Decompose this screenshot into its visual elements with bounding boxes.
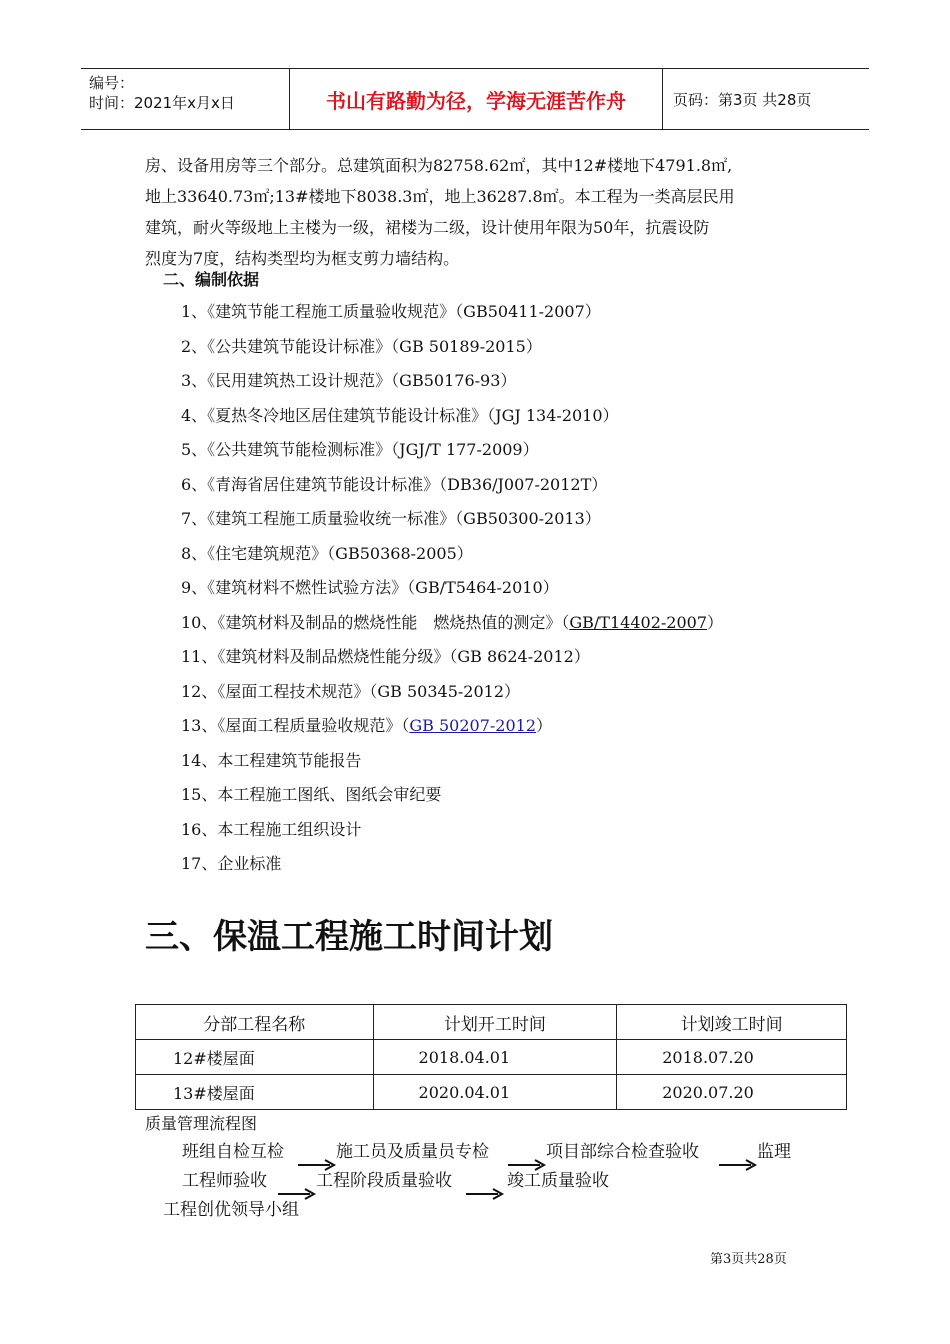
- table-header-cell: 计划竣工时间: [617, 1005, 847, 1040]
- reference-list: [181, 298, 723, 885]
- reference-item: [181, 712, 723, 747]
- table-header-row: [136, 1005, 847, 1040]
- document-date: 时间：2021年x月x日: [89, 94, 235, 112]
- reference-text: 13、《屋面工程质量验收规范》（: [181, 716, 410, 735]
- table-cell: 2018.04.01: [373, 1040, 617, 1075]
- reference-text: ）: [536, 716, 553, 735]
- paragraph-line: 地上33640.73㎡;13#楼地下8038.3㎡，地上36287.8㎡。本工程为一类高层民用: [145, 187, 735, 206]
- paragraph-line: 房、设备用房等三个部分。总建筑面积为82758.62㎡，其中12#楼地下4791.8㎡,: [145, 156, 733, 175]
- reference-item: 9、《建筑材料不燃性试验方法》（GB/T5464-2010）: [181, 578, 559, 597]
- reference-item: 3、《民用建筑热工设计规范》（GB50176-93）: [181, 371, 517, 390]
- schedule-table: [135, 1004, 847, 1110]
- document-number-label: 编号：: [89, 74, 135, 92]
- flow-step: 监理: [757, 1142, 791, 1162]
- paragraph-line: 烈度为7度，结构类型均为框支剪力墙结构。: [145, 249, 460, 268]
- table-row: [136, 1075, 847, 1110]
- reference-item: [181, 609, 723, 644]
- reference-item: 6、《青海省居住建筑节能设计标准》（DB36/J007-2012T）: [181, 474, 608, 494]
- flow-step: 竣工质量验收: [507, 1171, 609, 1191]
- header-motto: 书山有路勤为径，学海无涯苦作舟: [290, 69, 663, 129]
- reference-text: ）: [707, 612, 724, 632]
- table-cell: 2020.07.20: [617, 1075, 847, 1110]
- header-page-number: 页码：第3页 共28页: [673, 90, 812, 109]
- table-header-cell: 计划开工时间: [373, 1005, 617, 1040]
- flow-arrow-icon: [466, 1187, 506, 1201]
- flow-step: 项目部综合检查验收: [546, 1142, 699, 1162]
- reference-item: 17、企业标准: [181, 854, 282, 873]
- table-cell: 2018.07.20: [617, 1040, 847, 1075]
- reference-item: 16、本工程施工组织设计: [181, 819, 362, 839]
- reference-code: GB/T14402-2007: [569, 612, 707, 632]
- reference-text: 10、《建筑材料及制品的燃烧性能 燃烧热值的测定》（: [181, 612, 570, 632]
- flow-step: 工程阶段质量验收: [316, 1171, 452, 1191]
- reference-item: 15、本工程施工图纸、图纸会审纪要: [181, 785, 442, 804]
- reference-item: 14、本工程建筑节能报告: [181, 750, 362, 770]
- flow-step: 工程创优领导小组: [163, 1200, 299, 1220]
- table-cell: 2020.04.01: [373, 1075, 617, 1110]
- paragraph-line: 建筑，耐火等级地上主楼为一级，裙楼为二级，设计使用年限为50年，抗震设防: [145, 218, 710, 237]
- section-heading-basis: 二、编制依据: [163, 270, 260, 289]
- header-meta: [81, 69, 290, 129]
- table-cell: 12#楼屋面: [136, 1040, 374, 1075]
- flow-step: 施工员及质量员专检: [336, 1142, 489, 1162]
- reference-item: 7、《建筑工程施工质量验收统一标准》（GB50300-2013）: [181, 509, 601, 528]
- flow-step: 班组自检互检: [182, 1142, 284, 1162]
- reference-item: 5、《公共建筑节能检测标准》（JGJ/T 177-2009）: [181, 440, 539, 459]
- reference-item: 12、《屋面工程技术规范》（GB 50345-2012）: [181, 681, 521, 701]
- page-header: [81, 68, 869, 130]
- reference-item: 2、《公共建筑节能设计标准》（GB 50189-2015）: [181, 336, 542, 356]
- flow-step: 工程师验收: [182, 1171, 267, 1191]
- section-heading-schedule: 三、保温工程施工时间计划: [145, 917, 553, 957]
- reference-code-link[interactable]: GB 50207-2012: [409, 716, 537, 735]
- table-row: [136, 1040, 847, 1075]
- page-footer: 第3页共28页: [710, 1252, 787, 1267]
- flow-arrow-icon: [719, 1158, 759, 1172]
- project-overview-paragraph: [145, 150, 825, 274]
- reference-item: 8、《住宅建筑规范》（GB50368-2005）: [181, 543, 473, 563]
- reference-item: 1、《建筑节能工程施工质量验收规范》（GB50411-2007）: [181, 302, 601, 321]
- flowchart-title: 质量管理流程图: [145, 1114, 258, 1133]
- reference-item: 11、《建筑材料及制品燃烧性能分级》（GB 8624-2012）: [181, 647, 590, 666]
- table-header-cell: 分部工程名称: [136, 1005, 374, 1040]
- reference-item: 4、《夏热冬冷地区居住建筑节能设计标准》（JGJ 134-2010）: [181, 405, 619, 425]
- table-cell: 13#楼屋面: [136, 1075, 374, 1110]
